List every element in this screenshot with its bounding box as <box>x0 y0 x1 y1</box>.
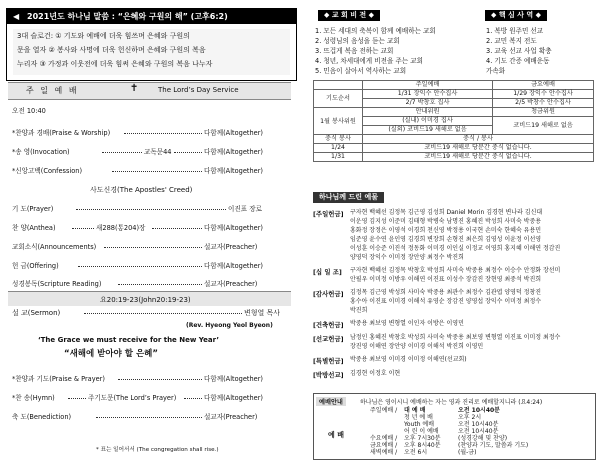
leader-dots <box>84 313 242 314</box>
table-cell: 2/7 박창호 집사 <box>363 99 493 108</box>
service-time: 오전 10:40 <box>12 107 46 115</box>
ministry-item: 4. 기도 간증 예배운동 <box>486 57 550 65</box>
leader-dots <box>112 171 202 172</box>
cross-icon: ✝ <box>130 83 139 94</box>
table-cell: 코비드19 새해로 당분간 중식 없습니다. <box>363 153 594 162</box>
offering-label: [주일헌금] <box>313 210 344 218</box>
table-cell: 안내위원 <box>363 108 493 117</box>
service-name: Youth 예배 <box>404 421 434 428</box>
order-mid: 주기도문(The Lord’s Prayer) <box>88 394 177 402</box>
service-name: 오전 6시 <box>404 449 428 456</box>
leader-dots <box>76 209 226 210</box>
order-item: 성경봉독(Scripture Reading) <box>12 280 102 288</box>
table-cell <box>314 81 363 90</box>
preacher-english: (Rev. Hyeong Yeol Byeon) <box>186 322 273 329</box>
service-row <box>370 449 476 456</box>
service-side-label: 예 배 <box>328 431 344 439</box>
offering-line: 구자현 백혜선 김정목 김근영 김성희 Daniel Morin 김경현 변나라 김신대 <box>350 209 543 216</box>
table-row <box>314 153 594 162</box>
table-row <box>314 108 594 117</box>
table-cell: 2/5 박창수 안수집사 <box>493 99 594 108</box>
theme-header <box>7 9 296 24</box>
service-times-box <box>313 393 596 460</box>
slogan-area <box>13 29 290 75</box>
table-cell: 청금위원 <box>493 108 594 117</box>
leader-dots <box>104 247 202 248</box>
leader-dots <box>152 228 202 229</box>
vision-item: 4. 청년, 차세대에게 비전을 주는 교회 <box>315 57 424 65</box>
order-item: 축 도(Benediction) <box>12 413 72 421</box>
offering-line: 김경현 이정호 이현 <box>350 370 401 377</box>
theme-box <box>6 8 297 81</box>
order-leader: 다함께(Altogether) <box>204 394 263 402</box>
leader-dots <box>96 417 202 418</box>
worship-header <box>8 82 291 100</box>
order-leader: 다함께(Altogether) <box>204 224 263 232</box>
offerings-header: 하나님께 드린 예물 <box>313 192 384 203</box>
order-leader: 이진표 장로 <box>228 205 262 213</box>
service-name: 오후 8시40분 <box>404 442 441 449</box>
service-name: 대 예 배 <box>404 407 426 414</box>
slogan-line: 누리자 ③ 가정과 이웃전에 더욱 힘써 은혜와 구원의 복음 나누자 <box>17 60 213 68</box>
table-cell: 주일예배 <box>363 81 493 90</box>
table-row <box>314 81 594 90</box>
service-time: 오전 10시40분 <box>458 428 499 435</box>
leader-dots <box>78 266 202 267</box>
leader-dots <box>118 379 202 380</box>
vision-item: 1. 모든 세대의 축복이 함께 예배하는 교회 <box>315 27 436 35</box>
preacher-name: 변형열 목사 <box>244 309 281 317</box>
table-cell: 코비드19 새해로 없음 <box>493 117 594 135</box>
slogan-line: 3대 슬로건: ① 기도와 예배에 더욱 힘쓰며 은혜와 구원의 <box>17 32 190 40</box>
table-cell: 코비드19 새해로 당분간 중식 없습니다. <box>363 144 594 153</box>
order-item: 기 도(Prayer) <box>12 205 54 213</box>
order-item: *송 영(Invocation) <box>12 148 70 156</box>
service-name: 오후 7시30분 <box>404 435 441 442</box>
service-time: 오후 2시 <box>458 414 482 421</box>
order-leader: 설교자(Preacher) <box>204 413 258 421</box>
table-cell: (실외) 코비드19 새해로 없음 <box>363 126 493 135</box>
arrow-icon: ◀ <box>13 12 20 21</box>
sermon-title-ko: “새해에 받아야 할 은혜” <box>64 349 158 359</box>
order-leader: 다함께(Altogether) <box>204 148 263 156</box>
offering-label: [감사헌금] <box>313 290 344 298</box>
offering-line: 양영덕 장익수 이미정 장안양 최정수 박진희 <box>350 254 464 261</box>
order-leader: 다함께(Altogether) <box>204 375 263 383</box>
order-item: *찬양과 기도(Praise & Prayer) <box>12 375 105 383</box>
table-cell: 중식 봉사 <box>314 135 363 144</box>
service-time: 오전 10시40분 <box>458 407 500 414</box>
vision-item: 5. 민음이 살아서 역사하는 교회 <box>315 67 407 75</box>
ministry-header: ◆ 핵 심 사 역 ◆ <box>485 10 547 21</box>
order-leader: 설교자(Preacher) <box>204 243 258 251</box>
leader-dots <box>102 152 142 153</box>
worship-english: The Lord’s Day Service <box>158 86 239 94</box>
table-cell: 1/31 <box>314 153 363 162</box>
leader-dots <box>118 284 202 285</box>
table-row <box>314 135 594 144</box>
duty-table <box>313 80 594 162</box>
ministry-item: 2. 교민 복지 전도 <box>486 37 537 45</box>
order-item: *신앙고백(Confession) <box>12 167 83 175</box>
offering-line: 이운영 김지성 이준미 김태형 박병숙 남명진 홍혜진 박성희 사미숙 박중용 <box>350 218 542 225</box>
offering-line: 홍수아 이진표 이미경 이해석 유영순 장감진 양영섭 장익수 이미정 최정수 <box>350 298 542 305</box>
service-day: 수요예배 / <box>370 435 398 442</box>
worship-title: 주 일 예 배 <box>26 86 79 95</box>
leader-dots <box>184 398 202 399</box>
sermon-label: 설 교(Sermon) <box>12 309 61 317</box>
service-name: 청 년 예 배 <box>404 414 433 421</box>
leader-dots <box>72 228 94 229</box>
scripture-ref: 요20:19-23(John20:19-23) <box>100 296 191 304</box>
service-day: 새벽예배 / <box>370 449 398 456</box>
sermon-title-en: ‘The Grace we must receive for the New Year’ <box>38 336 220 344</box>
offering-line: 이성훈 이승준 이진석 정동화 이미경 이인실 이정교 이영희 홍지혜 이해연 정감진 <box>350 245 561 252</box>
bible-verse: 하나님은 영이시니 예배하는 자는 영과 진리로 예배할지니라 (요4:24) <box>360 399 543 406</box>
table-row <box>314 90 594 99</box>
service-times-badge: 예배안내 <box>316 397 346 406</box>
creed: 사도신경(The Apostles' Creed) <box>90 186 193 194</box>
ministry-item: 1. 복방 원주민 선교 <box>486 27 544 35</box>
order-mid: 새288(통204)장 <box>96 224 146 232</box>
order-mid: 교독문44 <box>144 148 172 156</box>
leader-dots <box>124 133 202 134</box>
service-time: 오전 10시40분 <box>458 421 499 428</box>
order-item: 찬 양(Anthea) <box>12 224 56 232</box>
offering-line: 구자현 백혜선 김정목 박창호 박성희 사미숙 박중용 최정수 이승수 안정화 장선미 <box>350 267 561 274</box>
ministry-item: 가속화 <box>486 67 506 75</box>
theme-title: 2021년도 하나님 말씀 : “은혜와 구원의 해” (고후6:2) <box>27 12 228 21</box>
offering-line: 박진희 <box>350 307 368 314</box>
offering-line: 장진영 이해연 장안양 이미경 이해석 박진희 이영민 <box>350 343 484 350</box>
ministry-title: 핵 심 사 역 <box>498 11 534 19</box>
order-item: *찬양과 경배(Praise & Worship) <box>12 129 111 137</box>
leader-dots <box>68 398 86 399</box>
offering-line: 박중용 최보영 이미경 이미정 이해연(선교회) <box>350 356 467 363</box>
offering-line: 남정인 홍혜진 박창호 박성희 사미숙 박중용 최보영 변형열 이진표 이미정 최정수 <box>350 334 561 341</box>
offering-label: [십 일 조] <box>313 268 342 276</box>
ministry-item: 3. 교육 선교 사업 확충 <box>486 47 552 55</box>
footnote: * 표는 일어서서 (The congregation shall rise.) <box>96 447 219 453</box>
order-leader: 다함께(Altogether) <box>204 167 263 175</box>
order-item: 교회소식(Announcements) <box>12 243 97 251</box>
table-row <box>314 144 594 153</box>
table-cell: 1/29 장익수 안수집사 <box>493 90 594 99</box>
vision-header: ◆ 교 회 비 전 ◆ <box>318 10 380 21</box>
table-cell: 1/24 <box>314 144 363 153</box>
offering-label: [박방선교] <box>313 371 344 379</box>
table-cell: 1월 봉사위원 <box>314 108 363 135</box>
table-cell: 1/31 장익수 안수집사 <box>363 90 493 99</box>
order-leader: 설교자(Preacher) <box>204 280 258 288</box>
table-cell: 중식 / 봉사 <box>363 135 594 144</box>
vision-title: 교 회 비 전 <box>331 11 367 19</box>
table-cell: 금요예배 <box>493 81 594 90</box>
table-cell-text: 중식 <box>463 135 475 142</box>
order-leader: 다함께(Altogether) <box>204 129 263 137</box>
vision-item: 2. 성령님의 음성을 듣는 교회 <box>315 37 400 45</box>
leader-dots <box>174 152 202 153</box>
offering-line: 임준영 윤수연 윤인영 김경희 변장희 손형진 최은희 김영성 이윤정 이선영 <box>350 236 542 243</box>
service-time: (성경강해 및 찬양) <box>458 435 508 442</box>
offering-line: 박중용 최보영 변형열 이인자 이방은 이영민 <box>350 320 464 327</box>
service-day: 금요예배 / <box>370 442 398 449</box>
table-cell: 기도순서 <box>314 90 363 108</box>
order-item: 헌 금(Offering) <box>12 262 59 270</box>
table-cell: (실내) 이미경 집사 <box>363 117 493 126</box>
offering-line: 홍화정 장정은 이영석 이경희 천신영 박정용 이국현 손미숙 한혜숙 유용민 <box>350 227 542 234</box>
slogan-line: 문을 열자 ② 봉사와 사명에 더욱 헌신하며 은혜와 구원의 복음 <box>17 46 206 54</box>
service-name: 어 린 이 예배 <box>404 428 439 435</box>
offering-label: [특별헌금] <box>313 357 344 365</box>
order-leader: 다함께(Altogether) <box>204 262 263 270</box>
service-time: (월-금) <box>458 449 477 456</box>
offering-line: 안필우 이미정 이방우 이해연 이진표 이성수 장감진 장현영 최중석 박진희 <box>350 276 542 283</box>
offering-line: 김정목 김근영 박성희 사미숙 박중용 최관수 최정수 김관엽 양영덕 정창진 <box>350 289 542 296</box>
service-time: (찬양과 기도, 말씀과 기도) <box>458 442 529 449</box>
table-cell-text: 봉사 <box>481 135 493 142</box>
vision-item: 3. 뜨겁게 복음 전하는 교회 <box>315 47 394 55</box>
order-item: *찬 송(Hymn) <box>12 394 55 402</box>
service-day: 주일예배 / <box>370 407 398 414</box>
offering-label: [선교헌금] <box>313 335 344 343</box>
offering-label: [건축헌금] <box>313 321 344 329</box>
